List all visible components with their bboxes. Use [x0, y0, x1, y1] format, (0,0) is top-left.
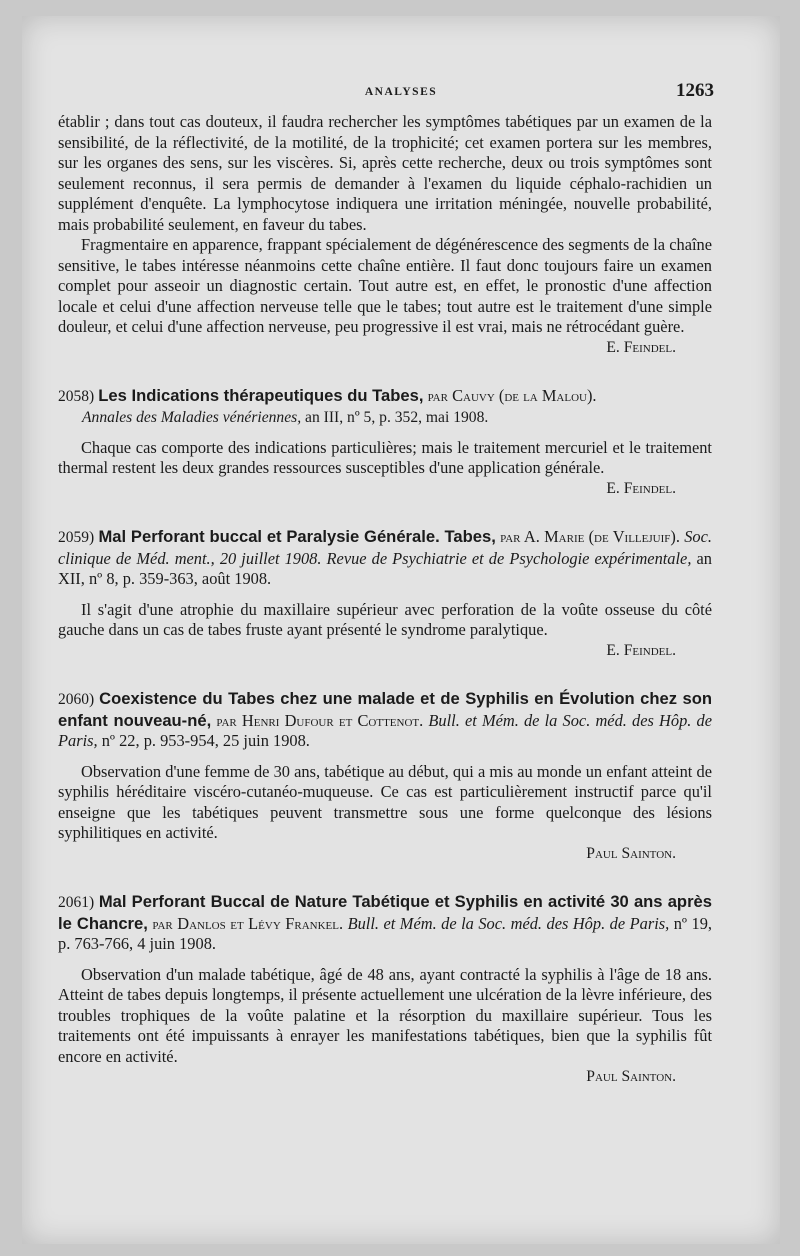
entry-source — [58, 408, 712, 428]
intro-paragraph-1: établir ; dans tout cas douteux, il faudra rechercher les symptômes tabétiques par un examen de la sensibilité, de la réflectivité, de la motilité, de la trophicité; cet examen portera sur les membres, sur les organes des sens, sur les viscères. Si, après cette recherche, deux ou trois symptômes sont seulement reconnus, il sera permis de demander à l'examen du liquide céphalo-rachidien un supplément d'enquête. La lymphocytose indiquera une irritation méningée, nouvelle probabilité, mais probabilité seulement, en faveur du tabes. — [58, 112, 712, 234]
running-head: ANALYSES — [364, 86, 438, 98]
entry-number: 2058) — [58, 388, 95, 405]
entry-citation: an III, nº 5, p. 352, mai 1908. — [305, 408, 489, 426]
journal-page — [22, 16, 780, 1244]
intro-paragraph-2: Fragmentaire en apparence, frappant spécialement de dégénérescence des segments de la chaîne sensitive, le tabes intéresse néanmoins cette chaîne entière. Il faut donc toujours faire un examen complet pour asseoir un diagnostic certain. Tout autre est, en effet, le pronostic d'une affection locale et celui d'une affection nerveuse telle que le tabes; tout autre est le traitement d'une simple douleur, et celui d'une affection nerveuse, peu progressive il est vrai, mais ne rétrocédant guère. — [58, 235, 712, 336]
entry-title: Mal Perforant buccal et Paralysie Générale. Tabes, — [98, 527, 496, 546]
entry-signature: E. Feindel. — [606, 641, 676, 659]
entry-number: 2060) — [58, 691, 95, 708]
entry-heading — [58, 527, 712, 590]
entry-journal: Annales des Maladies vénériennes, — [82, 408, 302, 426]
entry-heading — [58, 689, 712, 752]
entry-signature: E. Feindel. — [606, 479, 676, 497]
entry-authors: par Cauvy (de la Malou). — [427, 386, 597, 405]
entry-title: Mal Perforant Buccal de Nature Tabétique et Syphilis en activité 30 ans après le Chancre, — [58, 892, 712, 933]
intro-signature: E. Feindel. — [606, 338, 676, 356]
entry-authors: par Danlos et Lévy Frankel. — [152, 913, 344, 933]
abstract-entry-2058 — [58, 386, 712, 499]
entry-authors: par A. Marie (de Villejuif). — [500, 527, 680, 546]
page-content — [58, 112, 712, 1088]
entry-signature: Paul Sainton. — [586, 844, 676, 862]
entry-heading — [58, 386, 712, 408]
entry-number: 2059) — [58, 529, 95, 546]
page-header — [22, 80, 780, 104]
abstract-entry-2060 — [58, 689, 712, 864]
entry-citation: nº 22, p. 953-954, 25 juin 1908. — [101, 731, 310, 750]
entry-signature: Paul Sainton. — [586, 1068, 676, 1085]
entry-citation: an XII, nº 8, p. 359-363, août 1908. — [58, 548, 712, 588]
entry-journal: Soc. clinique de Méd. ment., 20 juillet 1908. Revue de Psychiatrie et de Psychologie expérimentale, — [58, 527, 712, 568]
entry-title: Coexistence du Tabes chez une malade et de Syphilis en Évolution chez son enfant nouveau-né, — [58, 689, 712, 730]
entry-body: Chaque cas comporte des indications particulières; mais le traitement mercuriel et le traitement thermal restent les deux grandes ressources susceptibles d'une application générale. — [58, 437, 712, 477]
entry-journal: Bull. et Mém. de la Soc. méd. des Hôp. de Paris, — [347, 913, 670, 933]
abstract-entry-2059 — [58, 527, 712, 661]
entry-authors: par Henri Dufour et Cottenot. — [216, 710, 424, 730]
entry-body: Observation d'un malade tabétique, âgé de 48 ans, ayant contracté la syphilis à l'âge de 18 ans. Atteint de tabes depuis longtemps, il présente actuellement une ulcération de la lèvre inférieure, des troubles trophiques de la voûte palatine et la résorption du maxillaire supérieur. Tous les traitements ont été impuissants à enrayer les manifestations tabétiques, bien que la syphilis fût encore en activité. — [58, 964, 712, 1066]
entry-body: Il s'agit d'une atrophie du maxillaire supérieur avec perforation de la voûte osseuse du côté gauche dans un cas de tabes fruste ayant présenté le syndrome paralytique. — [58, 599, 712, 639]
entry-number: 2061) — [58, 894, 95, 911]
entry-journal: Bull. et Mém. de la Soc. méd. des Hôp. de Paris, — [58, 710, 712, 750]
abstract-entry-2061 — [58, 892, 712, 1088]
entry-heading — [58, 892, 712, 955]
page-number: 1263 — [676, 80, 714, 101]
entry-title: Les Indications thérapeutiques du Tabes, — [98, 386, 424, 405]
entry-body: Observation d'une femme de 30 ans, tabétique au début, qui a mis au monde un enfant atteint de syphilis héréditaire viscéro-cutanéo-muqueuse. Ce cas est particulièrement instructif parce qu'il enseigne que les tabétiques peuvent transmettre sous une forme quelconque des lésions syphilitiques en activité. — [58, 761, 712, 842]
entry-citation: nº 19, p. 763-766, 4 juin 1908. — [58, 913, 712, 953]
